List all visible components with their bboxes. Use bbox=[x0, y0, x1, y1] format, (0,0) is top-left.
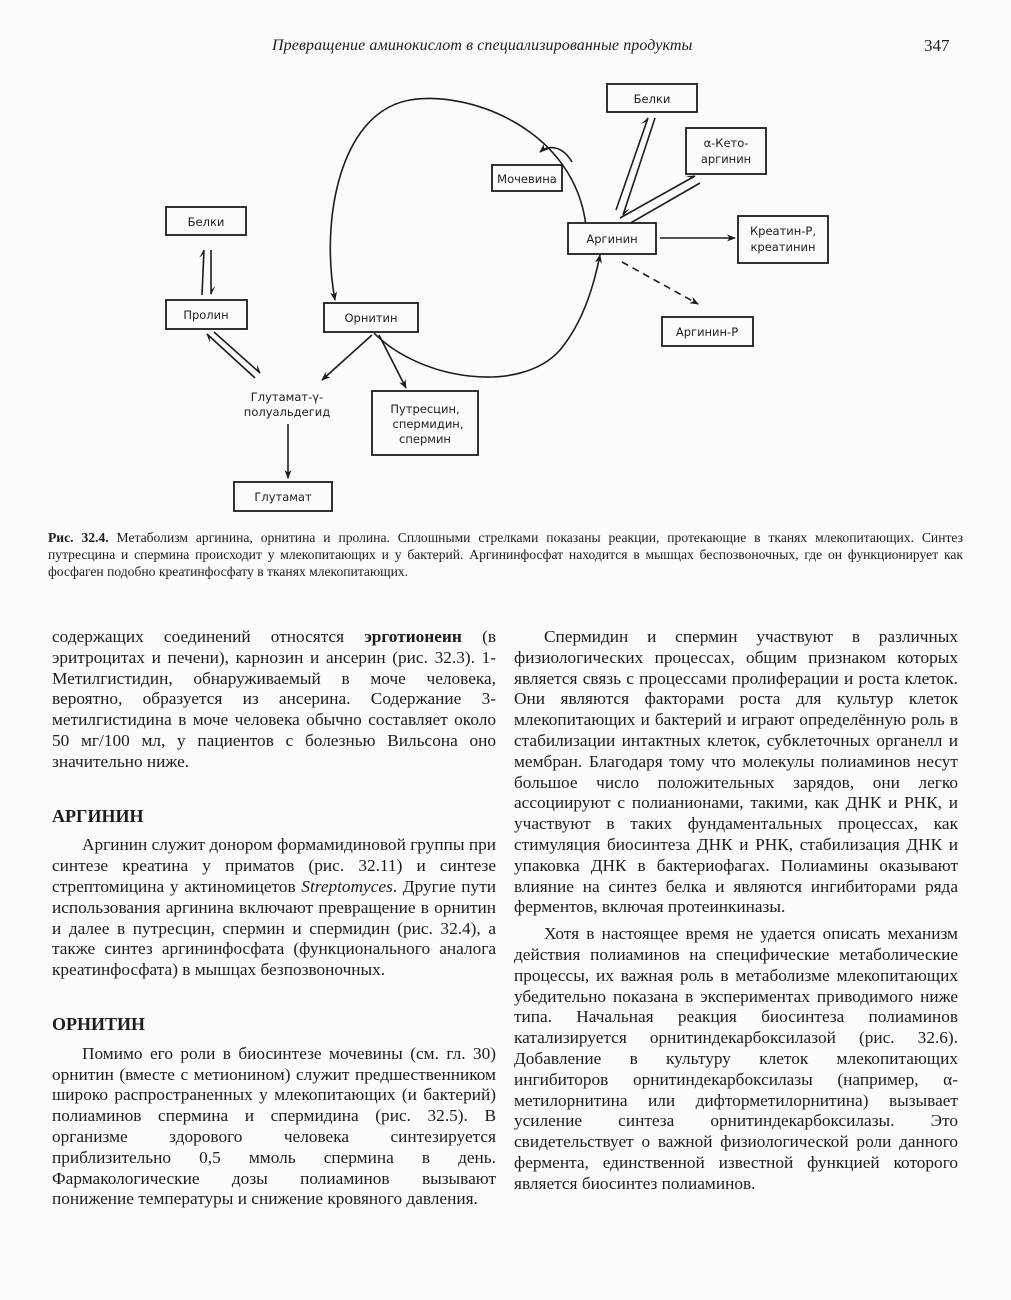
intro-text-start: содержащих соединений относятся bbox=[52, 627, 365, 646]
node-creatine-line1: Креатин-Р, bbox=[749, 224, 817, 238]
node-ornithine: Орнитин bbox=[344, 311, 398, 325]
page-number: 347 bbox=[924, 36, 950, 55]
section-heading-arginine: АРГИНИН bbox=[52, 805, 144, 826]
figure-caption bbox=[48, 529, 963, 580]
node-ketoarginine-line2: аргинин bbox=[700, 152, 752, 166]
node-ketoarginine-box bbox=[686, 128, 766, 174]
polyamines-paragraph-2: Хотя в настоящее время не удается описать механизм действия полиаминов на специфические метаболические процессы, их важная роль в метаболизме млекопитающих убедительно показана в экспериментах приводимого ниже типа. Начальная реакция биосинтеза полиаминов катализируется орнитиндекарбоксилазой (рис. 32.6). Добавление в культуру клеток млекопитающих ингибиторов орнитиндекарбоксилазы (например, α-метилорнитина или дифторметилорнитина) вызывает усиление синтеза орнитиндекарбоксилазы. Это свидетельствует о важной физиологической роли данного фермента, единственной известной функцией которого является биосинтез полиаминов. bbox=[514, 924, 958, 1193]
node-gsa-line1: Глутамат-γ- bbox=[250, 390, 324, 404]
node-arginine-p: Аргинин-Р bbox=[675, 325, 739, 339]
node-urea: Мочевина bbox=[497, 172, 557, 186]
arrow-to-urea bbox=[540, 148, 572, 162]
section-heading-ornithine: ОРНИТИН bbox=[52, 1013, 146, 1034]
node-polyamines-line1: Путресцин, bbox=[390, 402, 460, 416]
arginine-paragraph bbox=[52, 835, 496, 981]
node-proteins-right: Белки bbox=[633, 92, 671, 106]
arrow-ornithine-to-polyamines bbox=[379, 335, 406, 388]
dashed-arrow-to-arginine-p bbox=[622, 262, 698, 304]
arrow-proline-to-proteins bbox=[202, 250, 204, 295]
node-polyamines-line2: спермидин, bbox=[392, 417, 464, 431]
caption-text: Метаболизм аргинина, орнитина и пролина. Сплошными стрелками показаны реакции, протекающие в тканях млекопитающих. Синтез путресцина и спермина происходит у млекопитающих и у бактерий. Аргининфосфат находится в мышцах беспозвоночных, где он функционирует как фосфаген подобно креатинфосфату в тканях млекопитающих. bbox=[48, 530, 963, 579]
right-column bbox=[514, 627, 958, 1195]
node-polyamines-line3: спермин bbox=[399, 432, 451, 446]
node-arginine: Аргинин bbox=[586, 232, 638, 246]
node-proteins-left: Белки bbox=[187, 215, 225, 229]
arrow-ketoarginine-to-arginine bbox=[627, 183, 700, 225]
intro-paragraph bbox=[52, 627, 496, 773]
node-glutamate: Глутамат bbox=[254, 490, 312, 504]
node-creatine-line2: креатинин bbox=[750, 240, 816, 254]
term-streptomyces: Streptomyces bbox=[301, 876, 393, 896]
arginine-text-end: . Другие пути использования аргинина включают превращение в орнитин и далее в путресцин, спермин и спермидин (рис. 32.4), а также синтез аргининфосфата (функционального аналога креатинфосфата) в мышцах безпозвоночных. bbox=[52, 876, 496, 980]
ornithine-paragraph: Помимо его роли в биосинтезе мочевины (см. гл. 30) орнитин (вместе с метионином) служит предшественником широко распространенных у млекопитающих (и бактерий) полиаминов спермина и спермидина (рис. 32.5). В организме здорового человека синтезируется приблизительно 0,5 ммоль спермина в день. Фармакологические дозы полиаминов вызывают понижение температуры и снижение кровяного давления. bbox=[52, 1043, 496, 1209]
running-title: Превращение аминокислот в специализированные продукты bbox=[272, 37, 693, 54]
arginine-text-start: Аргинин служит донором формамидиновой группы при синтезе креатина у приматов (рис. 32.11) и синтезе стрептомицина у актиномицетов bbox=[52, 835, 496, 896]
arrow-arginine-to-ketoarginine bbox=[620, 176, 695, 218]
arrow-arginine-to-ornithine bbox=[330, 99, 586, 300]
polyamines-paragraph-1: Спермидин и спермин участвуют в различных физиологических процессах, общим признаком которых является связь с процессами пролиферации и роста клеток. Они являются факторами роста для культур клеток млекопитающих и бактерий и играют определённую роль в стабилизации интактных клеток, субклеточных органелл и мембран. Благодаря тому что молекулы полиаминов несут большое число положительных зарядов, они легко ассоциируют с полианионами, такими, как ДНК и РНК, и участвуют в таких фундаментальных процессах, как стимуляция биосинтеза ДНК и РНК, стабилизация ДНК и упаковка ДНК в бактериофагах. Полиамины оказывают влияние на синтез белка и являются ингибиторами ряда ферментов, включая протеинкиназы. bbox=[514, 627, 958, 917]
node-gsa-line2: полуальдегид bbox=[243, 405, 331, 419]
caption-label: Рис. 32.4. bbox=[48, 530, 109, 545]
arrow-arginine-to-proteins bbox=[616, 118, 648, 210]
arrow-ornithine-to-gsa bbox=[322, 335, 372, 380]
node-ketoarginine-line1: α-Кето- bbox=[703, 136, 749, 150]
term-ergothioneine: эрготионеин bbox=[364, 627, 462, 646]
node-proline: Пролин bbox=[183, 308, 229, 322]
left-column bbox=[52, 627, 496, 1210]
metabolism-diagram bbox=[0, 70, 1011, 525]
arrow-gsa-to-proline bbox=[207, 334, 255, 378]
intro-text-end: (в эритроцитах и печени), карнозин и ансерин (рис. 32.3). 1-Метилгистидин, обнаруживаемый в моче человека, вероятно, образуется из ансерина. Содержание 3-метилгистидина в моче человека обычно составляет около 50 мг/100 мл, у пациентов с болезнью Вильсона оно значительно ниже. bbox=[52, 627, 496, 771]
arrow-proline-to-gsa bbox=[214, 332, 260, 373]
